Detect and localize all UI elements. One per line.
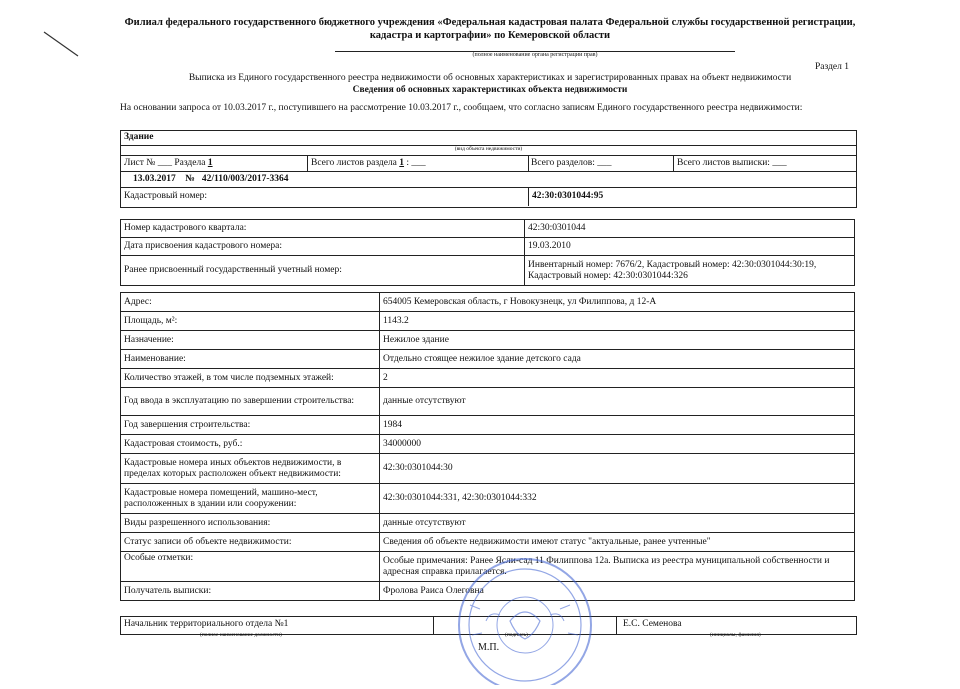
object-type-note: (вид объекта недвижимости) bbox=[454, 146, 523, 152]
sheet-info: Лист № ___ Раздела 1 bbox=[124, 158, 213, 168]
table-row bbox=[121, 312, 855, 331]
table-row bbox=[121, 350, 855, 369]
row-label: Кадастровые номера помещений, машино-мест, расположенных в здании или сооружении: bbox=[121, 484, 380, 514]
row-value: 654005 Кемеровская область, г Новокузнецк, ул Филиппова, д 12-А bbox=[380, 293, 855, 312]
row-value: 42:30:0301044:30 bbox=[380, 454, 855, 484]
table-row bbox=[121, 416, 855, 435]
row-value: Нежилое здание bbox=[380, 331, 855, 350]
total-sheets-section: Всего листов раздела 1 : ___ bbox=[311, 158, 426, 168]
table-row bbox=[121, 256, 855, 286]
signature-note: (подпись) bbox=[505, 632, 528, 638]
name-note: (инициалы, фамилия) bbox=[710, 632, 761, 638]
row-value: Инвентарный номер: 7676/2, Кадастровый номер: 42:30:0301044:30:19, Кадастровый номер: 42:30:0301044:326 bbox=[525, 256, 855, 286]
row-label: Виды разрешенного использования: bbox=[121, 514, 380, 533]
table-row bbox=[121, 388, 855, 416]
table-row bbox=[121, 238, 855, 256]
cadastral-number-row bbox=[121, 187, 856, 206]
object-header-table bbox=[120, 130, 857, 208]
row-value: 2 bbox=[380, 369, 855, 388]
row-label: Площадь, м²: bbox=[121, 312, 380, 331]
table-row bbox=[121, 454, 855, 484]
row-value: 19.03.2010 bbox=[525, 238, 855, 256]
extract-number-row bbox=[121, 171, 856, 188]
total-sections: Всего разделов: ___ bbox=[531, 158, 612, 168]
row-label: Год завершения строительства: bbox=[121, 416, 380, 435]
seal-place-label: М.П. bbox=[478, 642, 500, 653]
cadastral-value: 42:30:0301044:95 bbox=[532, 191, 604, 201]
document-subtitle: Сведения об основных характеристиках объекта недвижимости bbox=[352, 85, 628, 95]
authority-note: (полное наименование органа регистрации прав) bbox=[472, 52, 598, 58]
basis-paragraph: На основании запроса от 10.03.2017 г., поступившего на рассмотрение 10.03.2017 г., сообщаем, что согласно записям Единого государственного реестра недвижимости: bbox=[120, 103, 803, 113]
row-label: Номер кадастрового квартала: bbox=[121, 220, 525, 238]
row-label: Кадастровая стоимость, руб.: bbox=[121, 435, 380, 454]
sheet-info-row bbox=[121, 155, 856, 172]
row-label: Количество этажей, в том числе подземных этажей: bbox=[121, 369, 380, 388]
cadastral-label: Кадастровый номер: bbox=[124, 191, 208, 201]
row-label: Назначение: bbox=[121, 331, 380, 350]
row-value: Фролова Раиса Олеговна bbox=[380, 582, 855, 601]
table-row bbox=[121, 220, 855, 238]
row-value: данные отсутствуют bbox=[380, 514, 855, 533]
document-title: Выписка из Единого государственного реестра недвижимости об основных характеристиках и зарегистрированных правах на объект недвижимости bbox=[188, 73, 792, 83]
row-label: Дата присвоения кадастрового номера: bbox=[121, 238, 525, 256]
row-value: 34000000 bbox=[380, 435, 855, 454]
row-label: Адрес: bbox=[121, 293, 380, 312]
row-value: 1984 bbox=[380, 416, 855, 435]
official-seal-stamp bbox=[430, 535, 610, 685]
table-row bbox=[121, 293, 855, 312]
row-value: Отдельно стоящее нежилое здание детского сада bbox=[380, 350, 855, 369]
row-value: данные отсутствуют bbox=[380, 388, 855, 416]
table-row bbox=[121, 484, 855, 514]
row-label: Год ввода в эксплуатацию по завершении строительства: bbox=[121, 388, 380, 416]
table-row bbox=[121, 435, 855, 454]
table-row bbox=[121, 331, 855, 350]
row-value: 1143.2 bbox=[380, 312, 855, 331]
authority-title: Филиал федерального государственного бюджетного учреждения «Федеральная кадастровая палата Федеральной службы государственной регистрации, кадастра и картографии» по Кемеровской области bbox=[124, 17, 856, 41]
total-sheets-extract: Всего листов выписки: ___ bbox=[677, 158, 787, 168]
row-label: Статус записи об объекте недвижимости: bbox=[121, 533, 380, 552]
object-type-row bbox=[121, 131, 856, 146]
registration-table bbox=[120, 219, 855, 286]
position-note: (полное наименование должности) bbox=[200, 632, 282, 638]
row-value: 42:30:0301044:331, 42:30:0301044:332 bbox=[380, 484, 855, 514]
table-row bbox=[121, 514, 855, 533]
row-label: Получатель выписки: bbox=[121, 582, 380, 601]
extract-number: 13.03.2017 № 42/110/003/2017-3364 bbox=[133, 174, 289, 184]
row-value: Сведения об объекте недвижимости имеют статус "актуальные, ранее учтенные" bbox=[380, 533, 855, 552]
row-label: Особые отметки: bbox=[121, 552, 380, 582]
row-label: Кадастровые номера иных объектов недвижимости, в пределах которых расположен объект недвижимости: bbox=[121, 454, 380, 484]
row-label: Наименование: bbox=[121, 350, 380, 369]
section-label: Раздел 1 bbox=[815, 62, 849, 72]
row-label: Ранее присвоенный государственный учетный номер: bbox=[121, 256, 525, 286]
table-row bbox=[121, 369, 855, 388]
pen-mark bbox=[42, 30, 82, 60]
row-value: Особые примечания: Ранее Ясли-сад 11 Филиппова 12а. Выписка из реестра муниципальной собственности и адресная справка прилагается. bbox=[380, 552, 855, 582]
object-type: Здание bbox=[124, 132, 154, 142]
official-name: Е.С. Семенова bbox=[623, 619, 682, 629]
official-position: Начальник территориального отдела №1 bbox=[124, 619, 289, 629]
row-value: 42:30:0301044 bbox=[525, 220, 855, 238]
